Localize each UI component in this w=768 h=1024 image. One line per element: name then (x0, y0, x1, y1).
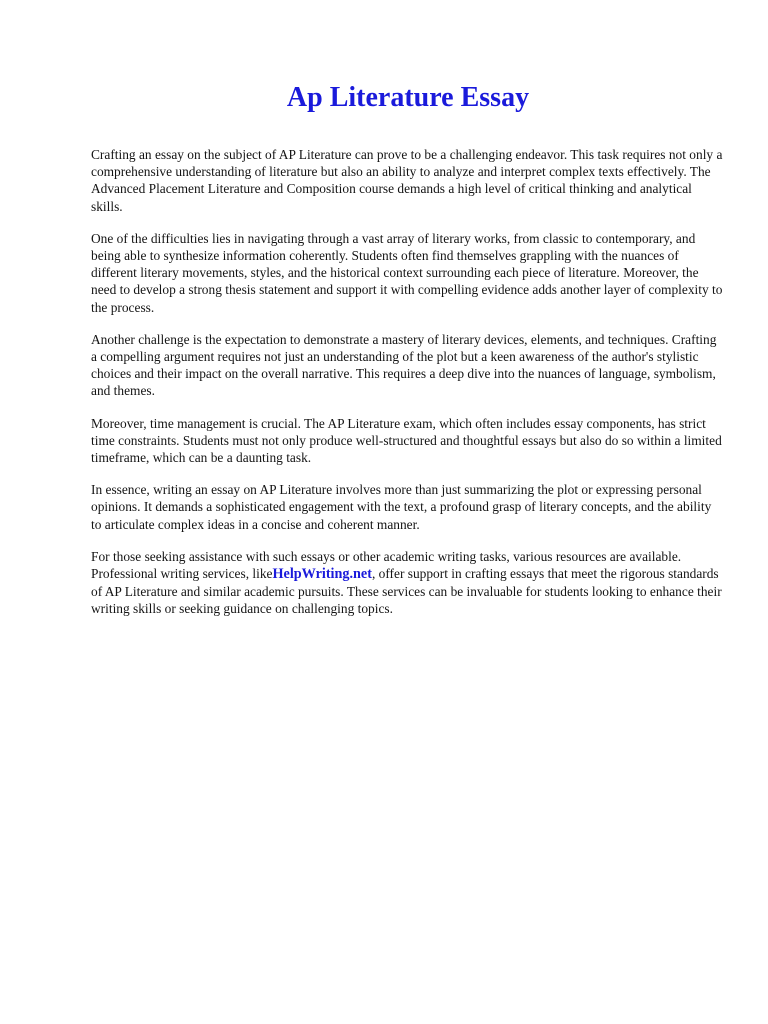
assistance-text-after-link: , offer support in crafting essays that meet the rigorous standards of AP Literature and similar academic pursuits. These services can be invaluable for students looking to enhance their writing skills or seeking guidance on challenging topics. (91, 566, 722, 617)
document-body (91, 146, 723, 633)
paragraph-literary-devices: Another challenge is the expectation to demonstrate a mastery of literary devices, elements, and techniques. Crafting a compelling argument requires not just an understanding of the plot but a keen awareness of the author's stylistic choices and their impact on the overall narrative. This requires a deep dive into the nuances of language, symbolism, and themes. (91, 331, 717, 399)
paragraph-assistance (91, 548, 723, 618)
paragraph-time-management: Moreover, time management is crucial. The AP Literature exam, which often includes essay components, has strict time constraints. Students must not only produce well-structured and thoughtful essays but also do so within a limited timeframe, which can be a daunting task. (91, 415, 722, 466)
page-title: Ap Literature Essay (286, 82, 530, 113)
helpwriting-link[interactable]: HelpWriting.net (272, 566, 372, 583)
paragraph-difficulties: One of the difficulties lies in navigating through a vast array of literary works, from classic to contemporary, and being able to synthesize information coherently. Students often find themselves grappling with the nuances of different literary movements, styles, and the historical context surrounding each piece of literature. Moreover, the need to develop a strong thesis statement and support it with compelling evidence adds another layer of complexity to the process. (91, 230, 723, 315)
assistance-text-before-link: For those seeking assistance with such essays or other academic writing tasks, various resources are available. Professional writing services, like (91, 548, 682, 582)
paragraph-intro: Crafting an essay on the subject of AP Literature can prove to be a challenging endeavor. This task requires not only a comprehensive understanding of literature but also an ability to analyze and interpret complex texts effectively. The Advanced Placement Literature and Composition course demands a high level of critical thinking and analytical skills. (91, 147, 723, 214)
paragraph-essence: In essence, writing an essay on AP Literature involves more than just summarizing the plot or expressing personal opinions. It demands a sophisticated engagement with the text, a profound grasp of literary concepts, and the ability to articulate complex ideas in a concise and coherent manner. (91, 482, 712, 532)
